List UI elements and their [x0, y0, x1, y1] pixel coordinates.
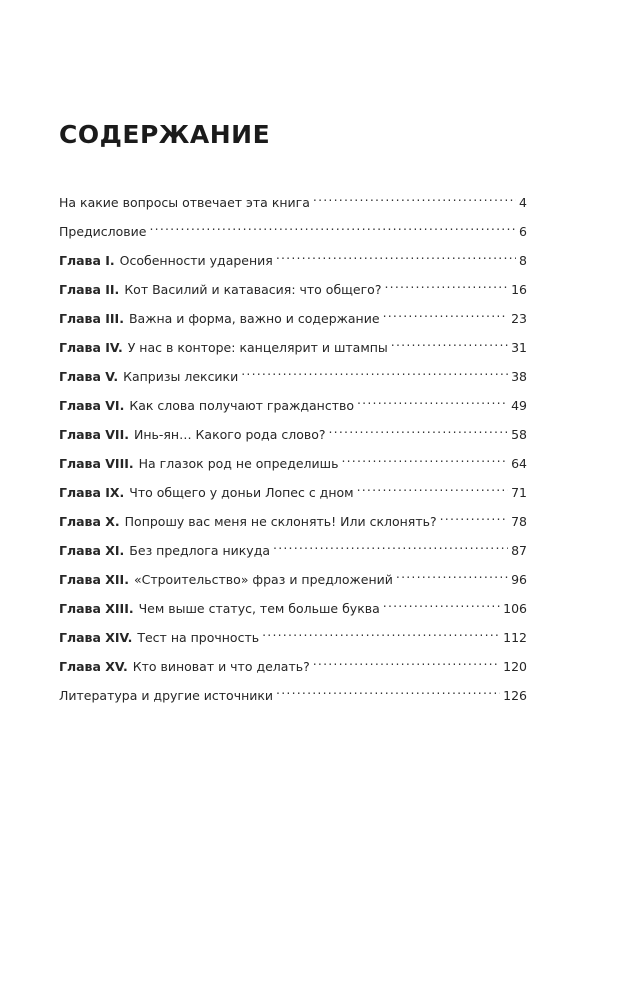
chapter-label: Глава XIII.: [59, 601, 134, 616]
dot-leader: [313, 187, 516, 207]
page-number: 31: [511, 340, 527, 355]
dot-leader: [440, 506, 508, 526]
entry-title: Капризы лексики: [123, 369, 239, 384]
dot-leader: [241, 361, 508, 381]
chapter-label: Глава II.: [59, 282, 120, 297]
chapter-label: Глава XI.: [59, 543, 125, 558]
entry-title: Важна и форма, важно и содержание: [128, 311, 380, 326]
page-number: 78: [511, 514, 527, 529]
dot-leader: [391, 332, 508, 352]
dot-leader: [276, 245, 516, 265]
toc-entry: [59, 593, 527, 622]
entry-title: Без предлога никуда: [129, 543, 271, 558]
chapter-label: Глава XV.: [59, 659, 128, 674]
toc-entry: [59, 680, 527, 709]
entry-title: Кот Василий и катавасия: что общего?: [124, 282, 382, 297]
toc-entry: [59, 651, 527, 680]
toc-entry: [59, 361, 527, 390]
page-number: 64: [511, 456, 527, 471]
chapter-label: Глава IX.: [59, 485, 125, 500]
toc-entry: [59, 187, 527, 216]
dot-leader: [357, 477, 509, 497]
page-title: СОДЕРЖАНИЕ: [59, 120, 271, 149]
page-number: 49: [511, 398, 527, 413]
entry-title: «Строительство» фраз и предложений: [133, 572, 393, 587]
entry-title: Что общего у доньи Лопес с дном: [129, 485, 354, 500]
toc-entry: [59, 390, 527, 419]
dot-leader: [276, 680, 500, 700]
toc-entry: [59, 216, 527, 245]
entry-title: Инь-ян… Какого рода слово?: [133, 427, 326, 442]
page-number: 71: [511, 485, 527, 500]
entry-title: Кто виноват и что делать?: [132, 659, 310, 674]
toc-entry: [59, 332, 527, 361]
toc-entry: [59, 535, 527, 564]
chapter-label: Глава VII.: [59, 427, 129, 442]
entry-title: Чем выше статус, тем больше буква: [138, 601, 380, 616]
entry-title: Попрошу вас меня не склонять! Или склонять?: [124, 514, 437, 529]
chapter-label: Глава III.: [59, 311, 124, 326]
toc-entry: [59, 564, 527, 593]
dot-leader: [273, 535, 508, 555]
entry-title: Предисловие: [59, 224, 147, 239]
chapter-label: Глава VI.: [59, 398, 125, 413]
page-number: 6: [519, 224, 527, 239]
entry-title: У нас в конторе: канцелярит и штампы: [127, 340, 388, 355]
page-number: 96: [511, 572, 527, 587]
dot-leader: [262, 622, 500, 642]
dot-leader: [384, 274, 508, 294]
entry-title: Как слова получают гражданство: [129, 398, 354, 413]
chapter-label: Глава I.: [59, 253, 115, 268]
chapter-label: Глава VIII.: [59, 456, 134, 471]
chapter-label: Глава IV.: [59, 340, 123, 355]
toc-entry: [59, 477, 527, 506]
toc-entry: [59, 419, 527, 448]
dot-leader: [329, 419, 509, 439]
dot-leader: [396, 564, 508, 584]
page-number: 120: [503, 659, 527, 674]
chapter-label: Глава XII.: [59, 572, 129, 587]
dot-leader: [357, 390, 508, 410]
page-number: 106: [503, 601, 527, 616]
toc-entry: [59, 274, 527, 303]
page-number: 112: [503, 630, 527, 645]
entry-title: Тест на прочность: [137, 630, 260, 645]
entry-title: На глазок род не определишь: [138, 456, 339, 471]
entry-title: Особенности ударения: [119, 253, 273, 268]
toc-entry: [59, 245, 527, 274]
chapter-label: Глава V.: [59, 369, 119, 384]
page-number: 58: [511, 427, 527, 442]
page-number: 8: [519, 253, 527, 268]
toc-entry: [59, 622, 527, 651]
toc-entry: [59, 303, 527, 332]
dot-leader: [383, 593, 500, 613]
chapter-label: Глава X.: [59, 514, 120, 529]
entry-title: Литература и другие источники: [59, 688, 274, 703]
toc-entry: [59, 506, 527, 535]
page-number: 126: [503, 688, 527, 703]
page-number: 4: [519, 195, 527, 210]
dot-leader: [341, 448, 508, 468]
page-number: 87: [511, 543, 527, 558]
dot-leader: [313, 651, 500, 671]
page-number: 16: [511, 282, 527, 297]
entry-title: На какие вопросы отвечает эта книга: [59, 195, 310, 210]
dot-leader: [149, 216, 516, 236]
toc-entry: [59, 448, 527, 477]
page-number: 38: [511, 369, 527, 384]
chapter-label: Глава XIV.: [59, 630, 133, 645]
table-of-contents: [59, 187, 527, 709]
dot-leader: [383, 303, 509, 323]
page-number: 23: [511, 311, 527, 326]
